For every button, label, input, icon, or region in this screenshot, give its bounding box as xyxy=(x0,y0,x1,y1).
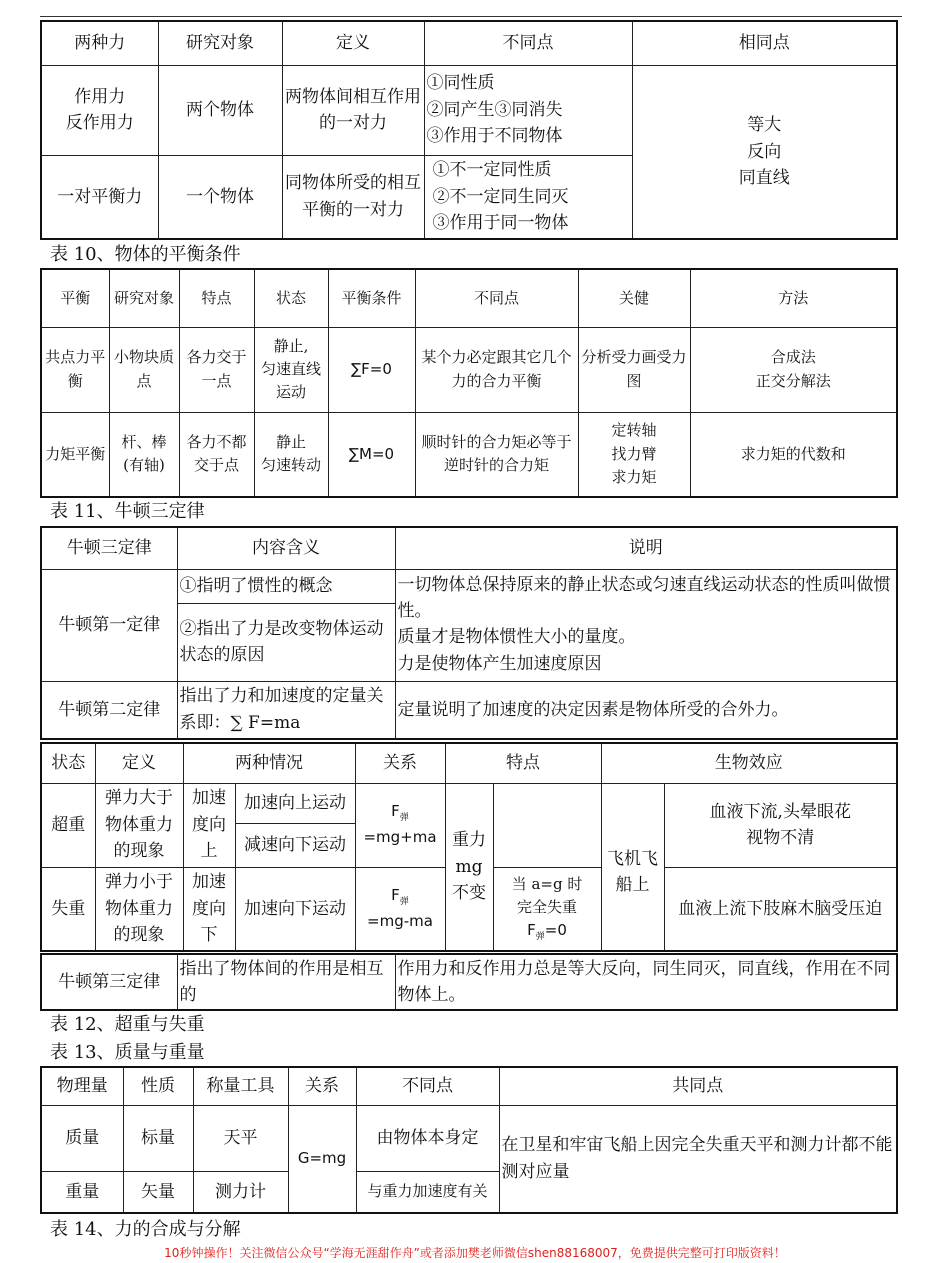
table-cell: 小物块质点 xyxy=(109,327,179,412)
table-cell: 合成法 正交分解法 xyxy=(690,327,897,412)
caption-table-11: 表 11、牛顿三定律 xyxy=(50,501,205,522)
law-note-cell: 定量说明了加速度的决定因素是物体所受的合外力。 xyxy=(395,681,897,739)
header-cell: 特点 xyxy=(179,269,254,327)
table-cell: 静止 匀速转动 xyxy=(254,412,328,497)
force-pairs-table xyxy=(40,20,898,240)
relation-cell xyxy=(355,867,445,951)
table-cell: ①指明了惯性的概念 xyxy=(177,569,395,603)
table-cell: 力矩平衡 xyxy=(41,412,109,497)
feature-text: 当 a=g 时 完全失重 xyxy=(511,874,583,916)
header-cell: 定义 xyxy=(282,21,424,65)
law-note-cell: 作用力和反作用力总是等大反向，同生同灭，同直线，作用在不同物体上。 xyxy=(395,954,897,1010)
header-cell: 平衡条件 xyxy=(328,269,415,327)
header-cell: 不同点 xyxy=(415,269,578,327)
table-cell: 两个物体 xyxy=(158,65,282,155)
table-cell: 定转轴 找力臂 求力矩 xyxy=(578,412,690,497)
table-cell: 加速度向下 xyxy=(183,867,235,951)
header-cell: 两种情况 xyxy=(183,743,355,783)
table-cell: 共点力平衡 xyxy=(41,327,109,412)
header-cell: 性质 xyxy=(123,1067,193,1105)
header-cell: 关系 xyxy=(288,1067,356,1105)
table-cell: 杆、棒(有轴) xyxy=(109,412,179,497)
header-cell: 牛顿三定律 xyxy=(41,527,177,569)
table-cell: 标量 xyxy=(123,1105,193,1171)
caption-table-10: 表 10、物体的平衡条件 xyxy=(50,244,241,265)
empty-cell xyxy=(493,783,601,867)
header-cell: 研究对象 xyxy=(109,269,179,327)
formula-cell: G=mg xyxy=(288,1105,356,1213)
law-note-cell: 一切物体总保持原来的静止状态或匀速直线运动状态的性质叫做惯性。 质量才是物体惯性大小的量度。 力是使物体产生加速度原因 xyxy=(395,569,897,681)
header-cell: 说明 xyxy=(395,527,897,569)
table-cell: 同物体所受的相互平衡的一对力 xyxy=(282,155,424,239)
table-cell: 血液下流,头晕眼花 视物不清 xyxy=(664,783,897,867)
table-cell: 各力不都交于点 xyxy=(179,412,254,497)
mass-weight-table xyxy=(40,1066,898,1214)
header-cell: 状态 xyxy=(254,269,328,327)
promo-footer: 10秒钟操作！关注微信公众号“学海无涯甜作舟”或者添加樊老师微信shen88168007，免费提供完整可打印版资料！ xyxy=(164,1246,786,1260)
plane-cell: 飞机飞船上 xyxy=(601,783,664,951)
table-cell: 两物体间相互作用的一对力 xyxy=(282,65,424,155)
force-symbol: F xyxy=(391,886,400,905)
third-law-table xyxy=(40,953,898,1011)
header-cell: 状态 xyxy=(41,743,95,783)
table-cell: ①不一定同性质 ②不一定同生同灭 ③作用于同一物体 xyxy=(424,155,632,239)
header-cell: 共同点 xyxy=(499,1067,897,1105)
header-cell: 两种力 xyxy=(41,21,158,65)
header-cell: 定义 xyxy=(95,743,183,783)
table-cell: 天平 xyxy=(193,1105,288,1171)
equilibrium-table xyxy=(40,268,898,498)
table-cell: 分析受力画受力图 xyxy=(578,327,690,412)
table-cell: 一对平衡力 xyxy=(41,155,158,239)
header-cell: 方法 xyxy=(690,269,897,327)
header-cell: 相同点 xyxy=(632,21,897,65)
relation-cell xyxy=(355,783,445,867)
table-cell: ②指出了力是改变物体运动状态的原因 xyxy=(177,603,395,681)
header-cell: 特点 xyxy=(445,743,601,783)
table-cell: 作用力 反作用力 xyxy=(41,65,158,155)
gravity-cell: 重力 mg 不变 xyxy=(445,783,493,951)
caption-table-14: 表 14、力的合成与分解 xyxy=(50,1219,241,1240)
subscript: 弹 xyxy=(399,897,409,908)
header-cell: 称量工具 xyxy=(193,1067,288,1105)
table-cell: 矢量 xyxy=(123,1171,193,1213)
caption-table-13: 表 13、质量与重量 xyxy=(50,1042,205,1063)
table-cell: ①同性质 ②同产生③同消失 ③作用于不同物体 xyxy=(424,65,632,155)
table-cell: 静止, 匀速直线运动 xyxy=(254,327,328,412)
header-cell: 关系 xyxy=(355,743,445,783)
formula-cell: ∑M=0 xyxy=(328,412,415,497)
relation-formula: =mg+ma xyxy=(363,828,437,847)
table-cell: 弹力小于物体重力的现象 xyxy=(95,867,183,951)
law-name-cell: 牛顿第三定律 xyxy=(41,954,177,1010)
header-cell: 物理量 xyxy=(41,1067,123,1105)
state-cell: 超重 xyxy=(41,783,95,867)
table-cell: 由物体本身定 xyxy=(356,1105,499,1171)
table-cell: 加速向上运动 xyxy=(235,783,355,823)
table-cell: 弹力大于物体重力的现象 xyxy=(95,783,183,867)
table-cell: 各力交于一点 xyxy=(179,327,254,412)
law-name-cell: 牛顿第一定律 xyxy=(41,569,177,681)
subscript: 弹 xyxy=(535,932,545,943)
law-name-cell: 牛顿第二定律 xyxy=(41,681,177,739)
subscript: 弹 xyxy=(399,813,409,824)
table-cell: 加速向下运动 xyxy=(235,867,355,951)
force-symbol: F xyxy=(527,921,536,940)
feature-cell xyxy=(493,867,601,951)
table-cell: 一个物体 xyxy=(158,155,282,239)
table-cell: 指出了物体间的作用是相互的 xyxy=(177,954,395,1010)
table-cell: 加速度向上 xyxy=(183,783,235,867)
table-cell: 减速向下运动 xyxy=(235,823,355,867)
common-points-cell: 在卫星和牢宙飞船上因完全失重天平和测力计都不能测对应量 xyxy=(499,1105,897,1213)
table-cell: 求力矩的代数和 xyxy=(690,412,897,497)
overweight-table xyxy=(40,742,898,952)
force-symbol: F xyxy=(391,802,400,821)
formula-cell: ∑F=0 xyxy=(328,327,415,412)
feature-formula: =0 xyxy=(544,921,567,940)
header-cell: 生物效应 xyxy=(601,743,897,783)
header-cell: 不同点 xyxy=(356,1067,499,1105)
header-cell: 平衡 xyxy=(41,269,109,327)
table-cell: 测力计 xyxy=(193,1171,288,1213)
table-cell: 指出了力和加速度的定量关系即：∑ F=ma xyxy=(177,681,395,739)
same-points-cell: 等大 反向 同直线 xyxy=(632,65,897,239)
state-cell: 失重 xyxy=(41,867,95,951)
relation-formula: =mg-ma xyxy=(367,912,433,931)
table-cell: 重量 xyxy=(41,1171,123,1213)
table-cell: 与重力加速度有关 xyxy=(356,1171,499,1213)
table-cell: 质量 xyxy=(41,1105,123,1171)
header-cell: 不同点 xyxy=(424,21,632,65)
top-rule xyxy=(40,16,902,17)
caption-table-12: 表 12、超重与失重 xyxy=(50,1014,205,1035)
table-cell: 某个力必定跟其它几个力的合力平衡 xyxy=(415,327,578,412)
table-cell: 顺时针的合力矩必等于逆时针的合力矩 xyxy=(415,412,578,497)
header-cell: 关健 xyxy=(578,269,690,327)
header-cell: 研究对象 xyxy=(158,21,282,65)
table-cell: 血液上流下肢麻木脑受压迫 xyxy=(664,867,897,951)
newton-laws-table xyxy=(40,526,898,740)
header-cell: 内容含义 xyxy=(177,527,395,569)
